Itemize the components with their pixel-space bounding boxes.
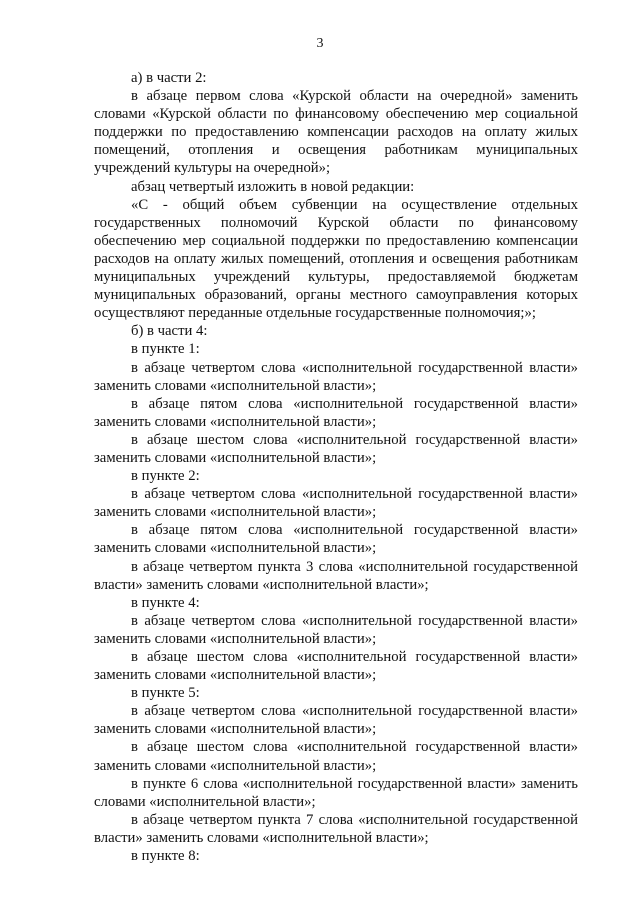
paragraph-point-2: в пункте 2: [131, 468, 200, 485]
paragraph-item: в абзаце пятом слова «исполнительной государственной власти» заменить словами «исполнительной власти»; [94, 522, 578, 557]
document-body [94, 69, 578, 865]
paragraph-item: в абзаце шестом слова «исполнительной государственной власти» заменить словами «исполнительной власти»; [94, 649, 578, 684]
paragraph-first-abzac-replacement: в абзаце первом слова «Курской области на очередной» заменить словами «Курской области по финансовому обеспечению мер социальной поддержки по предоставлению компенсации расходов на оплату жилых помещений, отопления и освещения работникам муниципальных учреждений культуры на очередной»; [94, 88, 578, 177]
paragraph-point-4: в пункте 4: [131, 594, 200, 611]
paragraph-item: в абзаце четвертом пункта 7 слова «исполнительной государственной власти» заменить словами «исполнительной власти»; [94, 811, 578, 846]
paragraph-item: в абзаце четвертом слова «исполнительной государственной власти» заменить словами «исполнительной власти»; [94, 359, 578, 394]
paragraph-point-1: в пункте 1: [131, 341, 200, 358]
paragraph-item: в абзаце четвертом пункта 3 слова «исполнительной государственной власти» заменить словами «исполнительной власти»; [94, 558, 578, 593]
paragraph-fourth-abzac-intro: абзац четвертый изложить в новой редакции: [131, 178, 415, 195]
paragraph-item: в абзаце четвертом слова «исполнительной государственной власти» заменить словами «исполнительной власти»; [94, 703, 578, 738]
paragraph-item: в абзаце четвертом слова «исполнительной государственной власти» заменить словами «исполнительной власти»; [94, 486, 578, 521]
paragraph-item: в абзаце шестом слова «исполнительной государственной власти» заменить словами «исполнительной власти»; [94, 739, 578, 774]
paragraph-point-5: в пункте 5: [131, 685, 200, 702]
page-number: 3 [316, 36, 324, 51]
paragraph-part-b: б) в части 4: [131, 323, 208, 340]
paragraph-item: в абзаце четвертом слова «исполнительной государственной власти» заменить словами «исполнительной власти»; [94, 612, 578, 647]
paragraph-point-8: в пункте 8: [131, 848, 200, 865]
paragraph-item: в абзаце шестом слова «исполнительной государственной власти» заменить словами «исполнительной власти»; [94, 431, 578, 466]
paragraph-new-wording: «С - общий объем субвенции на осуществление отдельных государственных полномочий Курской области по финансовому обеспечению мер социальной поддержки по предоставлению компенсации расходов на оплату жилых помещений, отопления и освещения работникам муниципальных учреждений культуры, предоставляемой бюджетам муниципальных образований, органы местного самоуправления которых осуществляют переданные отдельные государственные полномочия;»; [94, 196, 578, 322]
paragraph-item: в абзаце пятом слова «исполнительной государственной власти» заменить словами «исполнительной власти»; [94, 395, 578, 430]
paragraph-part-a: а) в части 2: [131, 70, 207, 86]
paragraph-item: в пункте 6 слова «исполнительной государственной власти» заменить словами «исполнительной власти»; [94, 775, 578, 810]
